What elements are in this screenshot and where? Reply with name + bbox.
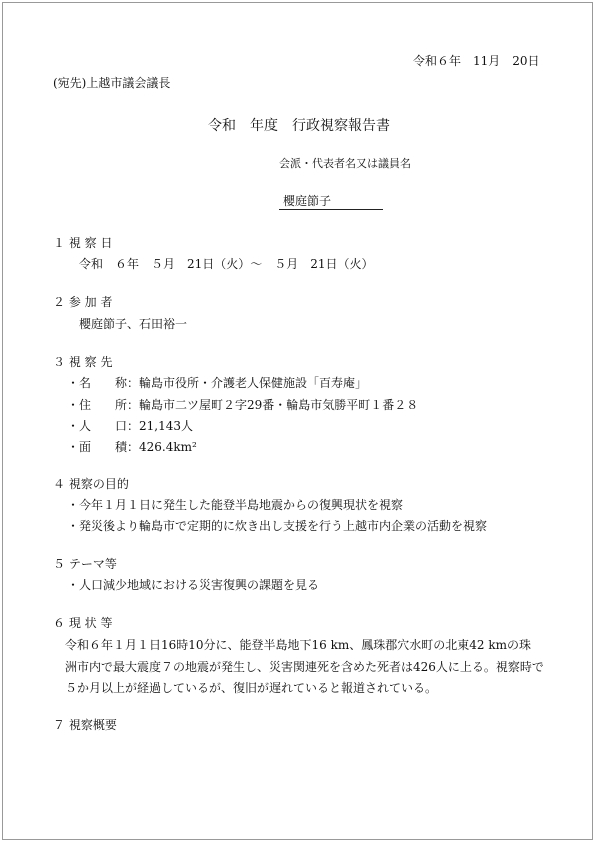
purpose-line-1: ・今年１月１日に発生した能登半島地震からの復興現状を視察 — [67, 498, 404, 512]
participants-list: 櫻庭節子、石田裕一 — [79, 317, 188, 331]
member-name: 櫻庭節子 — [283, 194, 332, 208]
document-title: 令和 年度 行政視察報告書 — [208, 118, 390, 134]
group-label: 会派・代表者名又は議員名 — [279, 157, 411, 170]
status-line-2: 洲市内で最大震度７の地震が発生し、災害関連死を含めた死者は426人に上る。視察時で — [65, 660, 544, 674]
status-line-1: 令和６年１月１日16時10分に、能登半島地下16 km、鳳珠郡穴水町の北東42 kmの珠 — [65, 638, 532, 652]
destination-population: ・人 口：21,143人 — [67, 419, 193, 433]
section-heading-current-status: ６ 現 状 等 — [53, 616, 113, 630]
section-heading-theme: ５ テーマ等 — [53, 557, 117, 571]
report-date: 令和６年 11月 20日 — [413, 54, 540, 68]
section-heading-inspection-date: １ 視 察 日 — [53, 236, 113, 250]
purpose-line-2: ・発災後より輪島市で定期的に炊き出し支援を行う上越市内企業の活動を視察 — [67, 519, 488, 533]
destination-area: ・面 積：426.4km² — [67, 440, 197, 454]
section-heading-purpose: ４ 視察の目的 — [53, 477, 129, 491]
document-page — [2, 2, 593, 840]
addressee: (宛先)上越市議会議長 — [53, 76, 171, 90]
section-heading-participants: ２ 参 加 者 — [53, 295, 113, 309]
name-underline — [279, 209, 383, 210]
section-heading-destination: ３ 視 察 先 — [53, 355, 113, 369]
status-line-3: ５か月以上が経過しているが、復旧が遅れていると報道されている。 — [65, 681, 438, 695]
theme-line: ・人口減少地域における災害復興の課題を見る — [67, 578, 320, 592]
section-heading-overview: ７ 視察概要 — [53, 718, 117, 732]
destination-address: ・住 所：輪島市二ツ屋町２字29番・輪島市気勝平町１番２８ — [67, 398, 419, 412]
inspection-date-range: 令和 ６年 ５月 21日（火）～ ５月 21日（火） — [79, 257, 374, 271]
destination-name: ・名 称：輪島市役所・介護老人保健施設「百寿庵」 — [67, 376, 368, 390]
